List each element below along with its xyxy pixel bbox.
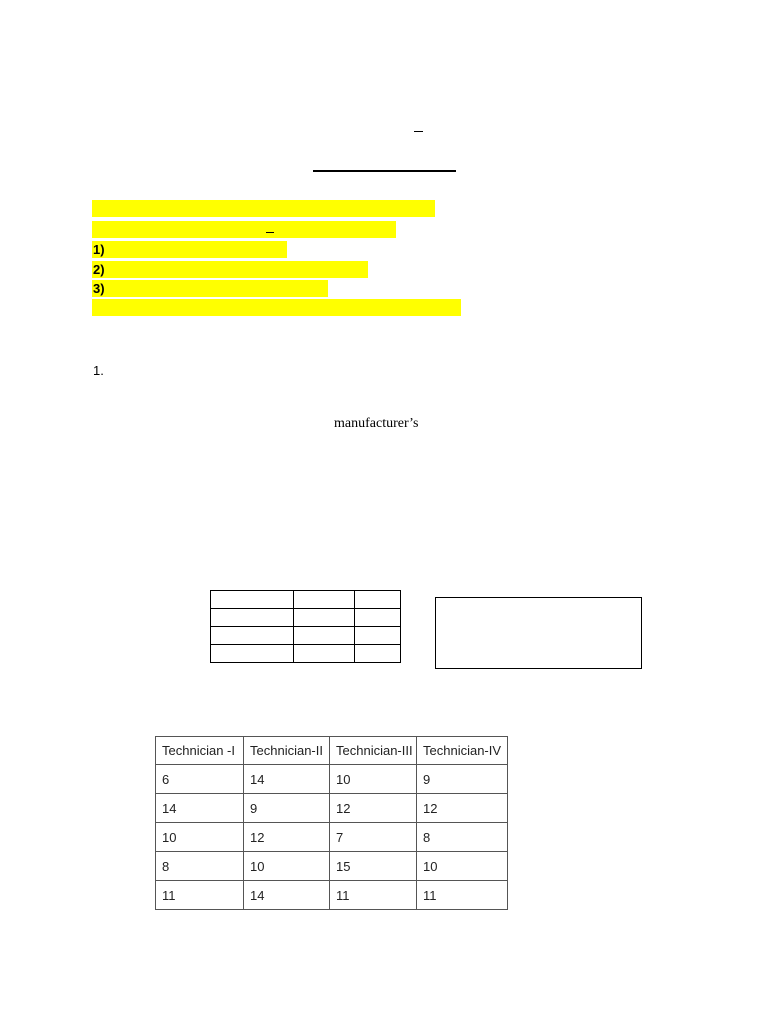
table-cell: 15	[330, 852, 417, 881]
table-cell: 11	[417, 881, 508, 910]
table-cell: 10	[156, 823, 244, 852]
table-cell: 11	[330, 881, 417, 910]
technician-table	[155, 736, 508, 910]
table-cell	[294, 645, 355, 663]
highlight-line-2	[92, 221, 396, 238]
table-header-row	[156, 737, 508, 765]
title-underline	[313, 170, 456, 172]
table-cell	[355, 627, 401, 645]
table-cell	[211, 591, 294, 609]
table-cell	[294, 627, 355, 645]
table-cell: 7	[330, 823, 417, 852]
table-cell: 14	[244, 881, 330, 910]
highlight-line-last	[92, 299, 461, 316]
table-row	[211, 591, 401, 609]
table-cell: 9	[417, 765, 508, 794]
table-cell	[211, 609, 294, 627]
table-cell: 12	[244, 823, 330, 852]
item-number-2: 2)	[93, 262, 105, 277]
column-header-technician-3: Technician-III	[330, 737, 417, 765]
table-cell: 9	[244, 794, 330, 823]
header-dash-mark	[414, 131, 423, 132]
table-row	[156, 852, 508, 881]
table-row	[156, 881, 508, 910]
highlight-item-1	[92, 241, 287, 258]
table-row	[211, 609, 401, 627]
highlight-item-3	[92, 280, 328, 297]
table-cell: 6	[156, 765, 244, 794]
table-cell	[355, 609, 401, 627]
table-cell: 8	[156, 852, 244, 881]
empty-grid-table	[210, 590, 401, 663]
table-cell: 12	[330, 794, 417, 823]
table-cell	[211, 627, 294, 645]
table-cell: 10	[417, 852, 508, 881]
empty-text-box	[435, 597, 642, 669]
highlight-dash-mark	[266, 232, 274, 233]
table-cell: 10	[244, 852, 330, 881]
table-cell: 14	[156, 794, 244, 823]
table-cell	[294, 609, 355, 627]
question-number: 1.	[93, 363, 104, 378]
table-cell	[211, 645, 294, 663]
item-number-3: 3)	[93, 281, 105, 296]
table-row	[211, 645, 401, 663]
column-header-technician-4: Technician-IV	[417, 737, 508, 765]
table-cell	[294, 591, 355, 609]
table-row	[156, 823, 508, 852]
table-cell: 11	[156, 881, 244, 910]
table-cell: 10	[330, 765, 417, 794]
highlight-line-1	[92, 200, 435, 217]
question-text-fragment: manufacturer’s	[334, 416, 419, 431]
table-row	[156, 794, 508, 823]
column-header-technician-2: Technician-II	[244, 737, 330, 765]
table-row	[156, 765, 508, 794]
table-cell: 14	[244, 765, 330, 794]
table-cell	[355, 591, 401, 609]
table-cell: 8	[417, 823, 508, 852]
table-row	[211, 627, 401, 645]
table-cell	[355, 645, 401, 663]
highlight-item-2	[92, 261, 368, 278]
column-header-technician-1: Technician -I	[156, 737, 244, 765]
item-number-1: 1)	[93, 242, 105, 257]
table-cell: 12	[417, 794, 508, 823]
